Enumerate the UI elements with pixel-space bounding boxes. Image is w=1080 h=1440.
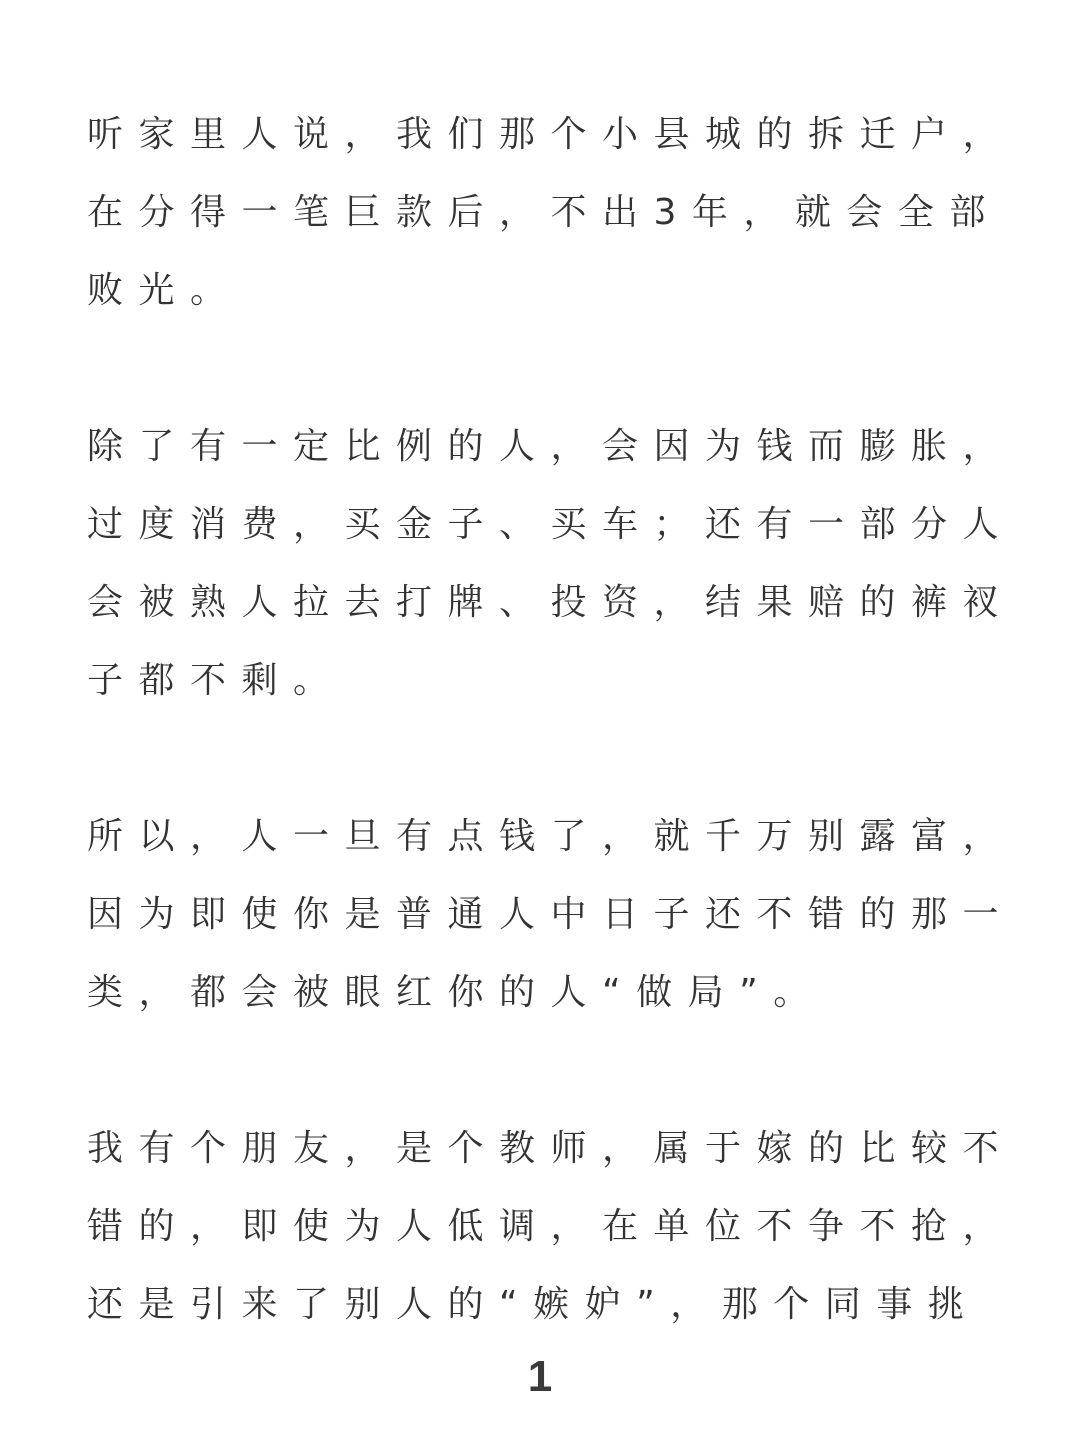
text-line: 会被熟人拉去打牌、投资，结果赔的裤衩: [87, 582, 1015, 623]
text-line: 子都不剩。: [87, 660, 345, 701]
text-line: 所以，人一旦有点钱了，就千万别露富，: [87, 816, 1015, 857]
text-line: 我有个朋友，是个教师，属于嫁的比较不: [87, 1128, 1015, 1169]
text-line: 错的，即使为人低调，在单位不争不抢，: [87, 1206, 1015, 1247]
text-line: 因为即使你是普通人中日子还不错的那一: [87, 894, 1015, 935]
text-line: 类，都会被眼红你的人“做局”。: [87, 972, 825, 1013]
text-line: 败光。: [87, 270, 242, 311]
text-line: 还是引来了别人的“嫉妒”，那个同事挑: [87, 1284, 980, 1325]
article-body: [87, 96, 1015, 1422]
paragraph-2: [87, 408, 1015, 720]
paragraph-4: [87, 1110, 1015, 1344]
text-line: 过度消费，买金子、买车；还有一部分人: [87, 504, 1015, 545]
page-number: 1: [527, 1352, 553, 1401]
text-line: 在分得一笔巨款后，不出3年，就会全部: [87, 192, 1001, 233]
text-line: 听家里人说，我们那个小县城的拆迁户，: [87, 114, 1015, 155]
text-line: 除了有一定比例的人，会因为钱而膨胀，: [87, 426, 1015, 467]
paragraph-1: [87, 96, 1015, 330]
paragraph-3: [87, 798, 1015, 1032]
